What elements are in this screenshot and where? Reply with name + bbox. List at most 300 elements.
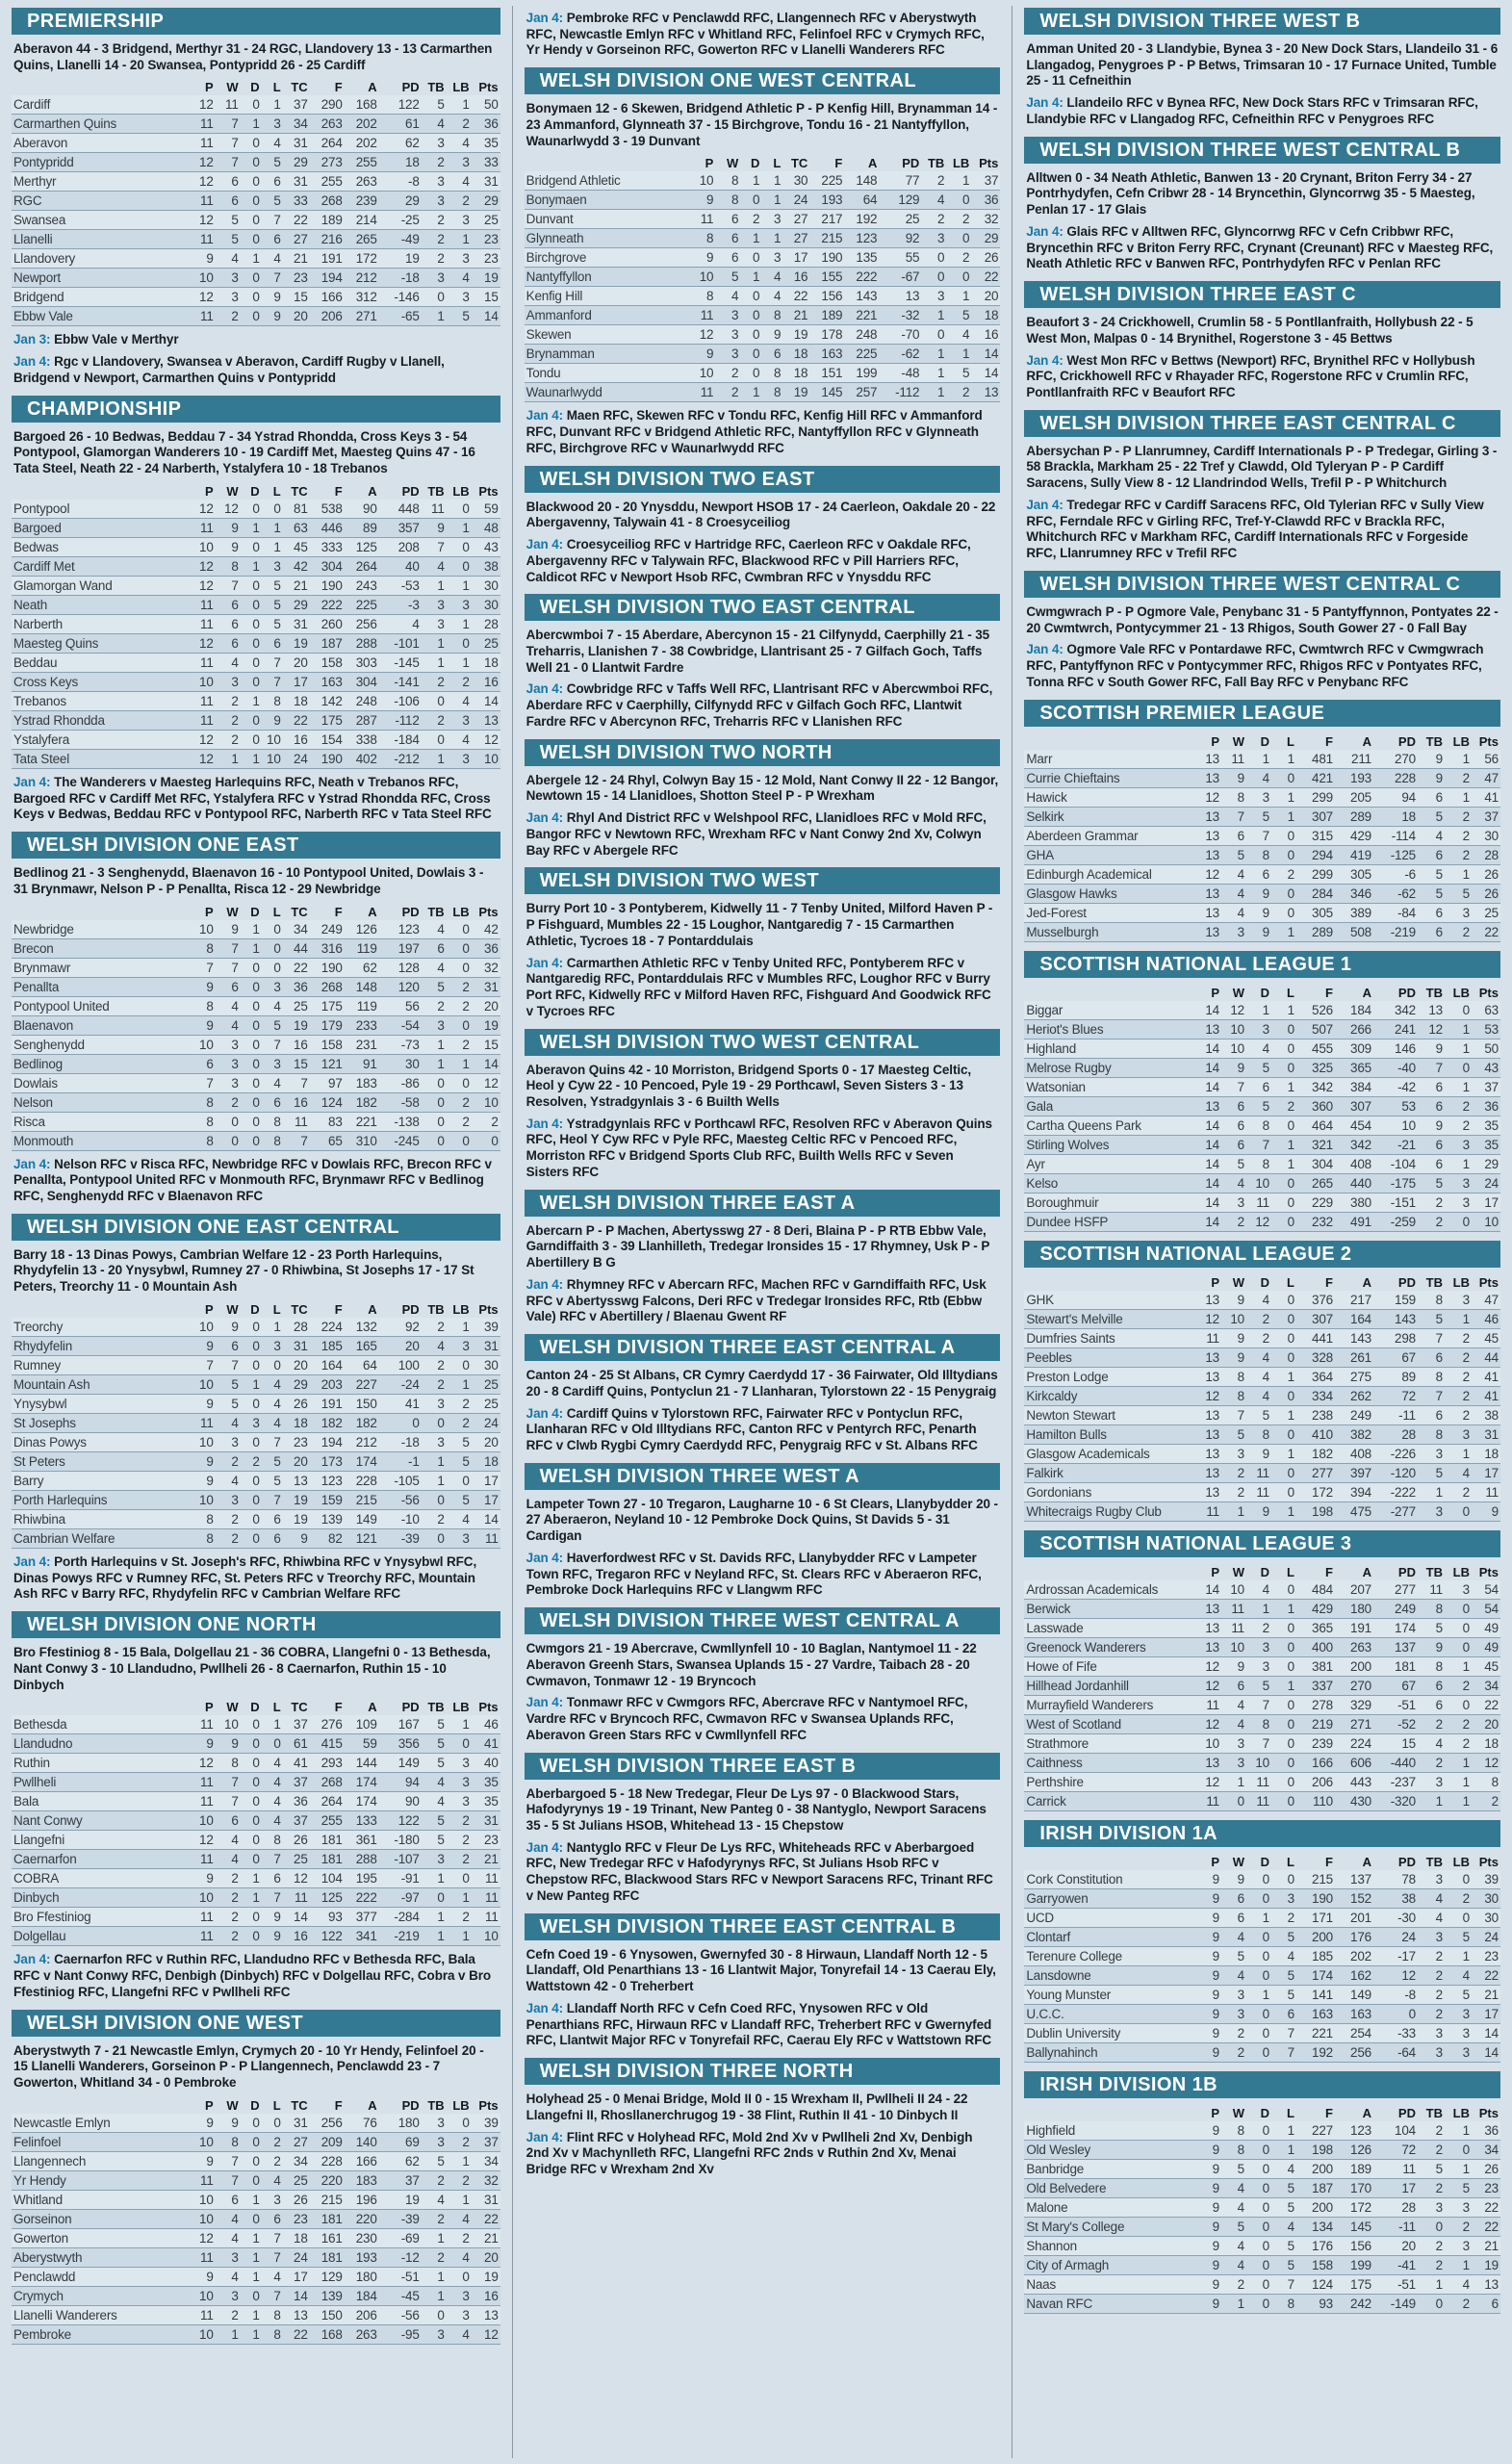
fixtures-text: Nelson RFC v Risca RFC, Newbridge RFC v Dowlais RFC, Brecon RFC v Penallta, Pontypool United RFC v Monmouth RFC, Brynmawr RFC v Bedlinog RFC, Senghenydd RFC v Blaenavon RFC bbox=[13, 1156, 492, 1204]
stat-cell: 110 bbox=[1313, 1793, 1333, 1809]
league-section bbox=[12, 396, 500, 823]
stat-cell: 17 bbox=[484, 1473, 499, 1488]
stat-cell: 0 bbox=[1287, 1755, 1294, 1770]
stat-cell: 181 bbox=[320, 1852, 343, 1867]
team-name: Llandovery bbox=[13, 251, 76, 267]
table-row bbox=[1024, 2042, 1500, 2062]
stat-cell: 2 bbox=[1462, 1484, 1470, 1500]
team-name: Llangefni bbox=[13, 1833, 64, 1848]
team-name: Porth Harlequins bbox=[13, 1492, 108, 1507]
stat-cell: 14 bbox=[484, 309, 499, 324]
stat-cell: 3 bbox=[1462, 1426, 1470, 1442]
stat-cell: 11 bbox=[200, 1415, 214, 1430]
stat-cell: -70 bbox=[901, 327, 920, 343]
fixture-date-label: Jan 4: bbox=[13, 1952, 51, 1967]
stat-cell: 3 bbox=[1462, 1292, 1470, 1307]
table-row bbox=[12, 288, 500, 307]
stat-cell: 82 bbox=[328, 1530, 343, 1546]
stat-cell: 45 bbox=[1484, 1330, 1499, 1346]
stat-cell: 1 bbox=[252, 2230, 260, 2246]
stat-cell: 9 bbox=[1212, 1871, 1219, 1886]
stat-cell: 5 bbox=[1435, 1311, 1443, 1326]
stat-cell: 10 bbox=[1205, 1735, 1219, 1751]
section-title: IRISH DIVISION 1A bbox=[1039, 1822, 1217, 1844]
team-name: Old Wesley bbox=[1026, 2142, 1091, 2157]
stat-cell: 12 bbox=[1401, 1967, 1416, 1983]
fixtures-text: The Wanderers v Maesteg Harlequins RFC, Neath v Trebanos RFC, Bargoed RFC v Cardiff Met RFC, Ystalyfera RFC v Ystrad Rhondda RFC, Cross Keys v Bedwas, Beddau RFC v Pontypool RFC, Narberth RFC v Tata Steel RFC bbox=[13, 774, 492, 822]
stat-cell: 5 bbox=[437, 979, 445, 994]
stat-cell: 5 bbox=[1435, 1465, 1443, 1480]
stat-cell: 43 bbox=[1484, 1060, 1499, 1075]
stat-cell: 4 bbox=[1262, 1040, 1269, 1056]
team-name: Preston Lodge bbox=[1026, 1369, 1109, 1384]
stat-cell: 20 bbox=[484, 998, 499, 1014]
stat-cell: 0 bbox=[252, 1794, 260, 1810]
stat-cell: 3 bbox=[462, 1338, 470, 1353]
stat-cell: 9 bbox=[206, 979, 214, 994]
table-row bbox=[12, 1509, 500, 1528]
stat-cell: 33 bbox=[484, 155, 499, 170]
stat-cell: 50 bbox=[484, 97, 499, 113]
stat-cell: 1 bbox=[462, 654, 470, 670]
stat-cell: -51 bbox=[1397, 1697, 1416, 1712]
stat-cell: 14 bbox=[1205, 1214, 1219, 1229]
stat-cell: 11 bbox=[200, 1852, 214, 1867]
stat-cell: 5 bbox=[1237, 2219, 1244, 2234]
team-name: UCD bbox=[1026, 1910, 1054, 1925]
stat-cell: 13 bbox=[1205, 1098, 1219, 1114]
stat-cell: 92 bbox=[405, 1319, 420, 1334]
stat-cell: 142 bbox=[320, 693, 343, 708]
stat-cell: 3 bbox=[462, 1530, 470, 1546]
stat-cell: 1 bbox=[273, 97, 281, 113]
stat-cell: 2 bbox=[231, 1910, 239, 1925]
fixtures-text: Llandeilo RFC v Bynea RFC, New Dock Stars RFC v Trimsaran RFC, Llandybie RFC v Llangadog RFC, Cefneithin RFC v Penygroes RFC bbox=[1026, 95, 1478, 126]
table-row bbox=[12, 633, 500, 653]
table-row bbox=[1024, 2197, 1500, 2217]
stat-cell: 3 bbox=[437, 597, 445, 612]
stat-cell: 10 bbox=[199, 1037, 214, 1052]
stat-column-header: D bbox=[1260, 1564, 1269, 1579]
league-table bbox=[1024, 2105, 1500, 2314]
stat-cell: -3 bbox=[408, 597, 420, 612]
stat-cell: 12 bbox=[484, 1075, 499, 1091]
stat-cell: 23 bbox=[1484, 1948, 1499, 1964]
table-header-row bbox=[12, 79, 500, 95]
stat-cell: 0 bbox=[231, 1114, 239, 1129]
stat-cell: 329 bbox=[1350, 1697, 1371, 1712]
stat-column-header: F bbox=[1325, 1854, 1333, 1869]
stat-cell: 10 bbox=[267, 732, 281, 747]
stat-cell: 11 bbox=[1485, 1484, 1499, 1500]
stat-cell: 17 bbox=[1484, 2006, 1499, 2021]
table-row bbox=[1024, 2217, 1500, 2236]
stat-cell: 6 bbox=[1237, 1890, 1244, 1906]
stat-cell: 6 bbox=[1237, 1098, 1244, 1114]
stat-cell: 12 bbox=[484, 2326, 499, 2342]
stat-cell: 25 bbox=[294, 2172, 308, 2188]
section-title: WELSH DIVISION THREE NORTH bbox=[539, 2061, 854, 2083]
table-row bbox=[12, 518, 500, 537]
table-header-row bbox=[1024, 1274, 1500, 1291]
stat-cell: 25 bbox=[294, 1852, 308, 1867]
stat-cell: 182 bbox=[355, 1415, 377, 1430]
stat-cell: 197 bbox=[397, 940, 420, 956]
stat-cell: 24 bbox=[1484, 1929, 1499, 1944]
stat-cell: 394 bbox=[1350, 1484, 1371, 1500]
stat-cell: 264 bbox=[320, 136, 343, 151]
results-summary: Bonymaen 12 - 6 Skewen, Bridgend Athletic P - P Kenfig Hill, Brynamman 14 - 23 Ammanford, Glynneath 37 - 15 Birchgrove, Tondu 16 - 21 Nantyffyllon, Waunarlwydd 3 - 19 Dunvant bbox=[525, 101, 998, 148]
stat-cell: 21 bbox=[1484, 2238, 1499, 2253]
stat-column-header: W bbox=[226, 904, 239, 919]
table-row bbox=[12, 1831, 500, 1850]
section-header-bar bbox=[525, 466, 1001, 493]
stat-cell: 11 bbox=[1256, 1774, 1269, 1789]
stat-cell: 13 bbox=[1205, 1620, 1219, 1635]
stat-cell: 122 bbox=[397, 97, 420, 113]
stat-cell: 40 bbox=[405, 558, 420, 574]
stat-cell: 174 bbox=[355, 1775, 377, 1790]
table-row bbox=[525, 248, 1001, 268]
stat-cell: 265 bbox=[355, 232, 377, 247]
stat-cell: 0 bbox=[252, 1492, 260, 1507]
table-header-row bbox=[12, 904, 500, 920]
stat-cell: 0 bbox=[1435, 2296, 1443, 2311]
stat-cell: 1 bbox=[1287, 1407, 1294, 1423]
stat-column-header: PD bbox=[1397, 733, 1416, 749]
stat-cell: 0 bbox=[1287, 1639, 1294, 1655]
stat-cell: 0 bbox=[1287, 1774, 1294, 1789]
stat-cell: 5 bbox=[1287, 2238, 1294, 2253]
stat-cell: 27 bbox=[294, 2134, 308, 2149]
stat-cell: 6 bbox=[273, 1094, 281, 1110]
section-title: WELSH DIVISION ONE EAST bbox=[27, 834, 299, 857]
stat-cell: 143 bbox=[856, 289, 878, 304]
stat-column-header: F bbox=[334, 904, 343, 919]
stat-cell: 182 bbox=[1312, 1446, 1333, 1461]
section-header-bar bbox=[525, 739, 1001, 766]
stat-cell: 7 bbox=[231, 1357, 239, 1373]
stat-cell: 0 bbox=[252, 309, 260, 324]
stat-cell: 12 bbox=[199, 97, 214, 113]
stat-cell: 10 bbox=[199, 921, 214, 937]
stat-cell: 410 bbox=[1312, 1426, 1333, 1442]
stat-cell: 23 bbox=[484, 232, 499, 247]
stat-cell: 22 bbox=[793, 289, 808, 304]
team-column-header bbox=[12, 79, 192, 95]
stat-cell: 215 bbox=[320, 2192, 343, 2207]
fixtures-line bbox=[526, 408, 999, 456]
stat-cell: 4 bbox=[1262, 1581, 1269, 1597]
table-row bbox=[1024, 1386, 1500, 1405]
stat-cell: 1 bbox=[1287, 2122, 1294, 2138]
league-section bbox=[1024, 571, 1500, 691]
stat-cell: 11 bbox=[200, 1794, 214, 1810]
stat-cell: 23 bbox=[294, 1434, 308, 1450]
stat-cell: 6 bbox=[1262, 866, 1269, 882]
stat-cell: 0 bbox=[1408, 2006, 1416, 2021]
table-row bbox=[12, 1336, 500, 1355]
stat-cell: 2 bbox=[937, 212, 945, 227]
table-row bbox=[12, 691, 500, 710]
stat-cell: 1 bbox=[1287, 1503, 1294, 1519]
stat-cell: 0 bbox=[252, 193, 260, 209]
stat-cell: 29 bbox=[984, 231, 999, 246]
table-row bbox=[1024, 2004, 1500, 2023]
stat-cell: 9 bbox=[1262, 905, 1269, 920]
table-row bbox=[525, 229, 1001, 248]
column-1 bbox=[12, 6, 500, 2458]
stat-cell: 47 bbox=[1484, 1292, 1499, 1307]
stat-cell: 67 bbox=[1401, 1349, 1416, 1365]
stat-cell: 14 bbox=[1205, 1002, 1219, 1017]
stat-cell: 382 bbox=[1350, 1426, 1371, 1442]
stat-cell: 9 bbox=[206, 2115, 214, 2130]
stat-cell: 2 bbox=[1435, 1755, 1443, 1770]
team-name: St Mary's College bbox=[1026, 2219, 1125, 2234]
team-name: Perthshire bbox=[1026, 1774, 1084, 1789]
stat-cell: 2 bbox=[1462, 1098, 1470, 1114]
fixture-date-label: Jan 4: bbox=[13, 1553, 51, 1569]
stat-cell: 1 bbox=[437, 2230, 445, 2246]
stat-cell: 5 bbox=[231, 1396, 239, 1411]
stat-cell: 14 bbox=[484, 1511, 499, 1527]
stat-cell: 0 bbox=[252, 616, 260, 631]
team-name: Bridgend bbox=[13, 290, 64, 305]
stat-cell: 6 bbox=[1237, 1910, 1244, 1925]
stat-cell: 9 bbox=[1262, 886, 1269, 901]
stat-cell: 8 bbox=[1262, 1117, 1269, 1133]
stat-cell: 2 bbox=[1435, 1194, 1443, 1210]
results-summary: Bro Ffestiniog 8 - 15 Bala, Dolgellau 21 - 36 COBRA, Llangefni 0 - 13 Bethesda, Nant Conwy 3 - 10 Llandudno, Pwllheli 26 - 8 Caernarfon, Ruthin 15 - 10 Dinbych bbox=[13, 1645, 491, 1692]
fixtures-text: Ogmore Vale RFC v Pontardawe RFC, Cwmtwrch RFC v Cwmgwrach RFC, Pantyffynon RFC v Pontycymmer RFC, Rhigos RFC v Pontyates RFC, Tonna RFC v South Gower RFC, Fall Bay RFC v Penybanc RFC bbox=[1026, 642, 1484, 689]
stat-cell: 6 bbox=[231, 635, 239, 651]
stat-cell: -52 bbox=[1397, 1716, 1416, 1732]
stat-cell: 34 bbox=[294, 116, 308, 132]
stat-cell: 196 bbox=[355, 2192, 377, 2207]
stat-cell: 182 bbox=[320, 1415, 343, 1430]
stat-cell: -125 bbox=[1390, 847, 1416, 862]
stat-cell: 185 bbox=[1312, 1948, 1333, 1964]
stat-column-header: W bbox=[226, 483, 239, 499]
team-name: Old Belvedere bbox=[1026, 2180, 1107, 2195]
stat-cell: 11 bbox=[1231, 751, 1244, 766]
team-column-header bbox=[1024, 985, 1196, 1001]
stat-cell: 3 bbox=[437, 174, 445, 190]
stat-cell: 48 bbox=[484, 520, 499, 535]
stat-cell: 5 bbox=[1262, 1678, 1269, 1693]
stat-cell: 307 bbox=[1350, 1098, 1371, 1114]
stat-cell: -41 bbox=[1397, 2257, 1416, 2272]
stat-cell: 3 bbox=[1262, 1658, 1269, 1674]
stat-cell: 256 bbox=[1350, 2044, 1371, 2060]
stat-cell: 3 bbox=[1462, 2025, 1470, 2040]
stat-cell: 6 bbox=[231, 2192, 239, 2207]
stat-cell: 10 bbox=[199, 674, 214, 689]
team-name: Bala bbox=[13, 1794, 39, 1810]
stat-cell: 0 bbox=[462, 558, 470, 574]
team-name: Peebles bbox=[1026, 1349, 1072, 1365]
stat-cell: 7 bbox=[206, 960, 214, 975]
table-row bbox=[12, 996, 500, 1015]
stat-cell: 22 bbox=[484, 2211, 499, 2226]
stat-cell: 10 bbox=[267, 751, 281, 766]
stat-cell: 5 bbox=[1237, 1948, 1244, 1964]
stat-cell: 5 bbox=[1435, 886, 1443, 901]
stat-cell: 2 bbox=[273, 2134, 281, 2149]
fixture-date-label: Jan 4: bbox=[1026, 642, 1064, 657]
table-row bbox=[12, 2286, 500, 2305]
team-name: Murrayfield Wanderers bbox=[1026, 1697, 1154, 1712]
stat-cell: 63 bbox=[294, 520, 308, 535]
table-row bbox=[12, 653, 500, 672]
stat-cell: 289 bbox=[1350, 808, 1371, 824]
stat-cell: 16 bbox=[793, 270, 808, 285]
stat-cell: 4 bbox=[1237, 886, 1244, 901]
stat-cell: 41 bbox=[1484, 789, 1499, 805]
stat-cell: 41 bbox=[294, 1756, 308, 1771]
stat-cell: 0 bbox=[491, 1133, 499, 1148]
stat-cell: 8 bbox=[1435, 1426, 1443, 1442]
stat-column-header: TB bbox=[1425, 1274, 1443, 1290]
stat-cell: 6 bbox=[1435, 924, 1443, 939]
stat-cell: 2 bbox=[1435, 2238, 1443, 2253]
league-section bbox=[525, 739, 1001, 860]
stat-column-header: LB bbox=[452, 1700, 470, 1715]
stat-cell: 4 bbox=[1262, 1292, 1269, 1307]
table-row bbox=[12, 1471, 500, 1490]
fixtures-line bbox=[13, 1952, 499, 2000]
stat-column-header: P bbox=[1211, 1274, 1219, 1290]
stat-column-header: L bbox=[1287, 985, 1294, 1000]
stat-cell: 402 bbox=[355, 751, 377, 766]
stat-cell: 129 bbox=[898, 192, 920, 208]
stat-cell: 9 bbox=[1212, 2025, 1219, 2040]
stat-cell: 206 bbox=[1312, 1774, 1333, 1789]
stat-cell: 9 bbox=[273, 1929, 281, 1944]
table-row bbox=[12, 269, 500, 288]
stat-cell: 125 bbox=[320, 1890, 343, 1906]
stat-cell: 10 bbox=[484, 1929, 499, 1944]
section-header-bar bbox=[12, 8, 500, 35]
stat-cell: 0 bbox=[1262, 1890, 1269, 1906]
stat-cell: 0 bbox=[252, 97, 260, 113]
stat-column-header: TB bbox=[1425, 1854, 1443, 1869]
table-row bbox=[1024, 1772, 1500, 1791]
stat-cell: 207 bbox=[1350, 1581, 1371, 1597]
stat-cell: 7 bbox=[1287, 2025, 1294, 2040]
stat-cell: 1 bbox=[1287, 808, 1294, 824]
stat-cell: 2 bbox=[1462, 828, 1470, 843]
stat-cell: 8 bbox=[1237, 1369, 1244, 1384]
stat-cell: 263 bbox=[355, 174, 377, 190]
stat-cell: 227 bbox=[1312, 2122, 1333, 2138]
stat-cell: 183 bbox=[355, 2172, 377, 2188]
stat-cell: 26 bbox=[294, 1396, 308, 1411]
table-row bbox=[12, 576, 500, 595]
stat-cell: 1 bbox=[1462, 1793, 1470, 1809]
stat-cell: 6 bbox=[231, 979, 239, 994]
stat-cell: 0 bbox=[1287, 770, 1294, 785]
fixtures-text: Cowbridge RFC v Taffs Well RFC, Llantrisant RFC v Abercwmboi RFC, Aberdare RFC v Caerphilly, Cilfynydd RFC v Gilfach Goch RFC, Llantwit Fardre RFC v Abercynon RFC, Treharris RFC v Llanishen RFC bbox=[525, 681, 993, 729]
team-name: Monmouth bbox=[13, 1133, 74, 1148]
section-title: WELSH DIVISION ONE WEST CENTRAL bbox=[539, 70, 916, 92]
stat-column-header: TB bbox=[427, 904, 445, 919]
stat-cell: 22 bbox=[294, 2326, 308, 2342]
stat-cell: 4 bbox=[273, 1756, 281, 1771]
stat-cell: 53 bbox=[1401, 1098, 1416, 1114]
team-name: Cartha Queens Park bbox=[1026, 1117, 1141, 1133]
stat-cell: 148 bbox=[355, 979, 377, 994]
team-name: Caernarfon bbox=[13, 1852, 77, 1867]
fixtures-line bbox=[13, 1554, 499, 1603]
stat-column-header: LB bbox=[452, 2097, 470, 2113]
league-section bbox=[1024, 2071, 1500, 2314]
stat-cell: 3 bbox=[1435, 1871, 1443, 1886]
league-section bbox=[12, 832, 500, 1205]
stat-cell: 22 bbox=[294, 213, 308, 228]
stat-cell: 4 bbox=[273, 1075, 281, 1091]
stat-cell: 346 bbox=[1350, 886, 1371, 901]
league-section bbox=[525, 2058, 1001, 2178]
table-row bbox=[12, 2209, 500, 2228]
team-name: Crymych bbox=[13, 2288, 64, 2303]
team-name: Hawick bbox=[1026, 789, 1067, 805]
table-row bbox=[1024, 1676, 1500, 1695]
stat-cell: 7 bbox=[231, 136, 239, 151]
league-section bbox=[12, 1611, 500, 2000]
stat-cell: 12 bbox=[224, 500, 239, 516]
stat-cell: 10 bbox=[1230, 1040, 1244, 1056]
fixtures-line bbox=[1026, 95, 1499, 127]
table-row bbox=[12, 2247, 500, 2267]
stat-cell: 5 bbox=[273, 193, 281, 209]
stat-cell: 1 bbox=[774, 173, 782, 189]
stat-cell: 9 bbox=[1212, 2257, 1219, 2272]
stat-cell: 23 bbox=[484, 1833, 499, 1848]
stat-cell: 3 bbox=[231, 674, 239, 689]
stat-cell: 9 bbox=[231, 1736, 239, 1752]
stat-cell: 0 bbox=[462, 1736, 470, 1752]
stat-cell: 1 bbox=[437, 1453, 445, 1469]
stat-cell: 268 bbox=[320, 193, 343, 209]
stat-cell: 37 bbox=[1484, 1079, 1499, 1094]
stat-cell: 11 bbox=[1231, 1620, 1244, 1635]
stat-cell: 14 bbox=[1205, 1175, 1219, 1191]
league-table bbox=[1024, 1564, 1500, 1811]
stat-cell: 254 bbox=[1350, 2025, 1371, 2040]
stat-cell: 13 bbox=[1205, 1426, 1219, 1442]
stat-cell: 7 bbox=[437, 539, 445, 554]
league-table bbox=[1024, 1274, 1500, 1522]
stat-cell: 10 bbox=[1230, 1581, 1244, 1597]
stat-cell: 156 bbox=[821, 289, 843, 304]
section-title: SCOTTISH NATIONAL LEAGUE 2 bbox=[1039, 1243, 1352, 1265]
stat-cell: 193 bbox=[355, 2249, 377, 2265]
team-name: GHK bbox=[1026, 1292, 1054, 1307]
section-header-bar bbox=[12, 1611, 500, 1638]
stat-cell: 6 bbox=[1435, 905, 1443, 920]
stat-cell: -145 bbox=[394, 654, 420, 670]
stat-cell: 325 bbox=[1312, 1060, 1333, 1075]
league-table bbox=[12, 2097, 500, 2345]
league-section bbox=[525, 594, 1001, 730]
stat-cell: 17 bbox=[1484, 1194, 1499, 1210]
stat-column-header: LB bbox=[452, 1301, 470, 1317]
fixture-date-label: Jan 4: bbox=[1026, 497, 1064, 512]
section-header-bar bbox=[1024, 571, 1500, 598]
stat-cell: 199 bbox=[856, 366, 878, 381]
